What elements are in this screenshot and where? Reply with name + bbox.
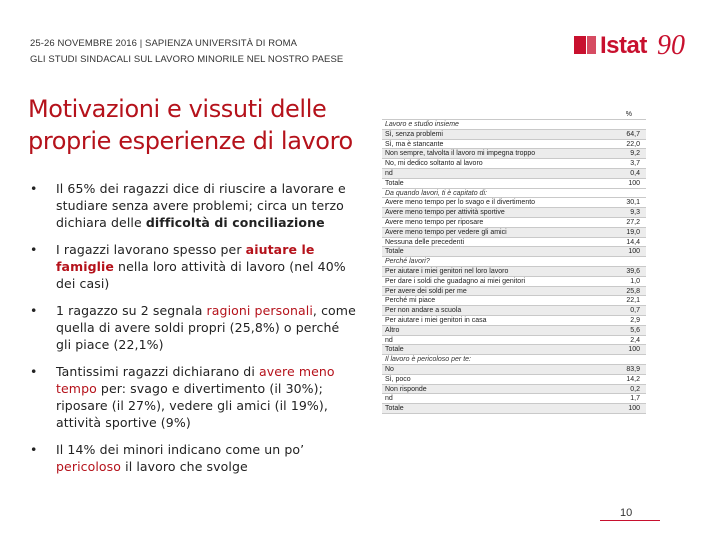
table-row <box>382 159 646 169</box>
table-row-label: Sì, senza problemi <box>385 130 443 138</box>
bullet-text-part: , come quella di avere soldi propri (25,8%) o perché gli piace (22,1%) <box>56 303 356 352</box>
bullet-item <box>28 441 358 475</box>
table-row-value: 0,7 <box>630 307 640 315</box>
table-row-label: Per non andare a scuola <box>385 307 462 315</box>
logo-wordmark: Istat <box>600 32 647 59</box>
logo-square-icon <box>574 36 586 54</box>
table-row <box>382 394 646 404</box>
table-row <box>382 306 646 316</box>
table-row <box>382 365 646 375</box>
bullet-item <box>28 180 358 231</box>
table-row-label: Perché mi piace <box>385 297 436 305</box>
table-row-label: Totale <box>385 179 404 187</box>
table-row <box>382 345 646 355</box>
table-body <box>382 120 646 414</box>
table-section-row <box>382 355 646 365</box>
table-header-percent: % <box>625 111 632 118</box>
table-row-value: 14,2 <box>626 375 640 383</box>
bullet-text-part: nella loro attività di lavoro (nel 40% dei casi) <box>56 259 346 291</box>
bullet-text-part: il lavoro che svolge <box>121 459 248 474</box>
table-row-label: Nessuna delle precedenti <box>385 238 464 246</box>
header-event-line: 25-26 NOVEMBRE 2016 | SAPIENZA UNIVERSITÀ DI ROMA <box>30 38 298 49</box>
bullet-text-part: pericoloso <box>56 459 122 474</box>
table-row-label: No, mi dedico soltanto al lavoro <box>385 160 483 168</box>
table-row-label: Avere meno tempo per riposare <box>385 218 484 226</box>
logo-square-small-icon <box>587 36 596 54</box>
bullet-text-part: aiutare le famiglie <box>56 242 315 274</box>
table-row-label: Lavoro e studio insieme <box>385 121 459 128</box>
bullet-text-part: difficoltà di conciliazione <box>145 215 325 230</box>
logo-anniversary-number: 90 <box>657 30 685 61</box>
table-row-label: Per dare i soldi che guadagno ai miei genitori <box>385 277 526 285</box>
bullet-text-part: Tantissimi ragazzi dichiarano di <box>56 364 259 379</box>
table-row <box>382 179 646 189</box>
table-row-value: 30,1 <box>626 199 640 207</box>
table-row-label: Avere meno tempo per vedere gli amici <box>385 228 507 236</box>
table-row-label: Avere meno tempo per lo svago e il divertimento <box>385 199 536 207</box>
table-row-value: 39,6 <box>626 267 640 275</box>
table-row-label: Il lavoro è pericoloso per te: <box>385 356 471 364</box>
table-section-row <box>382 257 646 267</box>
table-row-label: Sì, ma è stancante <box>385 140 444 148</box>
table-row <box>382 375 646 385</box>
bullet-text-part: Il 65% dei ragazzi dice di riuscire a lavorare e studiare senza avere problemi; circa un terzo dichiara delle <box>56 181 346 230</box>
table-row <box>382 238 646 248</box>
bullet-item <box>28 241 358 292</box>
table-row-label: Per avere dei soldi per me <box>385 287 467 295</box>
table-row-label: Totale <box>385 346 404 354</box>
table-row-value: 64,7 <box>626 130 640 138</box>
table-row <box>382 296 646 306</box>
table-row-value: 2,9 <box>630 316 640 324</box>
table-row-label: Totale <box>385 405 404 413</box>
table-row-label: Da quando lavori, ti è capitato di: <box>385 189 487 197</box>
table-row-value: 0,2 <box>630 385 640 393</box>
table-row-value: 14,4 <box>626 238 640 246</box>
table-section-row <box>382 120 646 130</box>
table-row <box>382 247 646 257</box>
bullet-dot-icon: • <box>30 364 38 379</box>
table-row <box>382 385 646 395</box>
table-row <box>382 404 646 414</box>
table-row <box>382 336 646 346</box>
table-row <box>382 198 646 208</box>
table-row-value: 100 <box>628 346 640 354</box>
bullet-item <box>28 302 358 353</box>
table-row <box>382 228 646 238</box>
bullet-text-part: 1 ragazzo su 2 segnala <box>56 303 207 318</box>
header-topic-line: GLI STUDI SINDACALI SUL LAVORO MINORILE NEL NOSTRO PAESE <box>30 54 344 65</box>
bullet-list <box>28 180 358 485</box>
slide-title: Motivazioni e vissuti delle proprie esperienze di lavoro <box>28 95 353 155</box>
table-row-value: 0,4 <box>630 169 640 177</box>
table-row-label: Totale <box>385 248 404 256</box>
table-row-value: 22,0 <box>626 140 640 148</box>
bullet-text-part: ragioni personali <box>206 303 313 318</box>
table-row-label: nd <box>385 169 393 177</box>
table-row-value: 3,7 <box>630 160 640 168</box>
table-row-value: 5,6 <box>630 326 640 334</box>
bullet-item <box>28 363 358 431</box>
table-row-label: Sì, poco <box>385 375 411 383</box>
table-row-value: 100 <box>628 248 640 256</box>
table-row <box>382 316 646 326</box>
table-row <box>382 140 646 150</box>
table-row <box>382 287 646 297</box>
page-number: 10 <box>620 507 633 519</box>
table-row-value: 9,2 <box>630 150 640 158</box>
slide-header <box>30 36 343 68</box>
table-row-value: 1,7 <box>630 395 640 403</box>
bullet-text-part: per: svago e divertimento (il 30%); riposare (il 27%), vedere gli amici (il 19%), attività sportive (9%) <box>56 381 328 430</box>
bullet-dot-icon: • <box>30 181 38 196</box>
table-section-row <box>382 189 646 199</box>
table-row-value: 83,9 <box>626 365 640 373</box>
bullet-text-part: I ragazzi lavorano spesso per <box>56 242 246 257</box>
table-row-label: nd <box>385 395 393 403</box>
table-row-label: Altro <box>385 326 400 334</box>
table-row-label: Per aiutare i miei genitori in casa <box>385 316 487 324</box>
table-row-value: 1,0 <box>630 277 640 285</box>
table-row-label: Perché lavori? <box>385 258 430 266</box>
table-row-value: 25,8 <box>626 287 640 295</box>
table-row-value: 100 <box>628 179 640 187</box>
table-row-label: nd <box>385 336 393 344</box>
table-row <box>382 326 646 336</box>
table-row-value: 27,2 <box>626 218 640 226</box>
table-row-label: No <box>385 365 394 373</box>
table-header-row <box>382 109 646 120</box>
table-row-value: 19,0 <box>626 228 640 236</box>
table-row-label: Per aiutare i miei genitori nel loro lavoro <box>385 267 509 275</box>
bullet-dot-icon: • <box>30 242 38 257</box>
table-row-label: Non sempre, talvolta il lavoro mi impegna troppo <box>385 150 536 158</box>
bullet-text-part: avere meno tempo <box>56 364 335 396</box>
table-row-value: 22,1 <box>626 297 640 305</box>
table-row-label: Avere meno tempo per attività sportive <box>385 209 505 217</box>
table-row-label: Non risponde <box>385 385 427 393</box>
data-table <box>382 109 646 414</box>
istat-logo <box>574 30 694 67</box>
table-row-value: 100 <box>628 405 640 413</box>
table-row-value: 2,4 <box>630 336 640 344</box>
page-number-underline <box>600 520 660 521</box>
table-row <box>382 218 646 228</box>
table-row <box>382 149 646 159</box>
table-row-value: 9,3 <box>630 209 640 217</box>
table-row <box>382 267 646 277</box>
bullet-text-part: Il 14% dei minori indicano come un po’ <box>56 442 305 457</box>
table-row <box>382 208 646 218</box>
table-row <box>382 277 646 287</box>
table-row <box>382 130 646 140</box>
bullet-dot-icon: • <box>30 442 38 457</box>
table-row <box>382 169 646 179</box>
bullet-dot-icon: • <box>30 303 38 318</box>
